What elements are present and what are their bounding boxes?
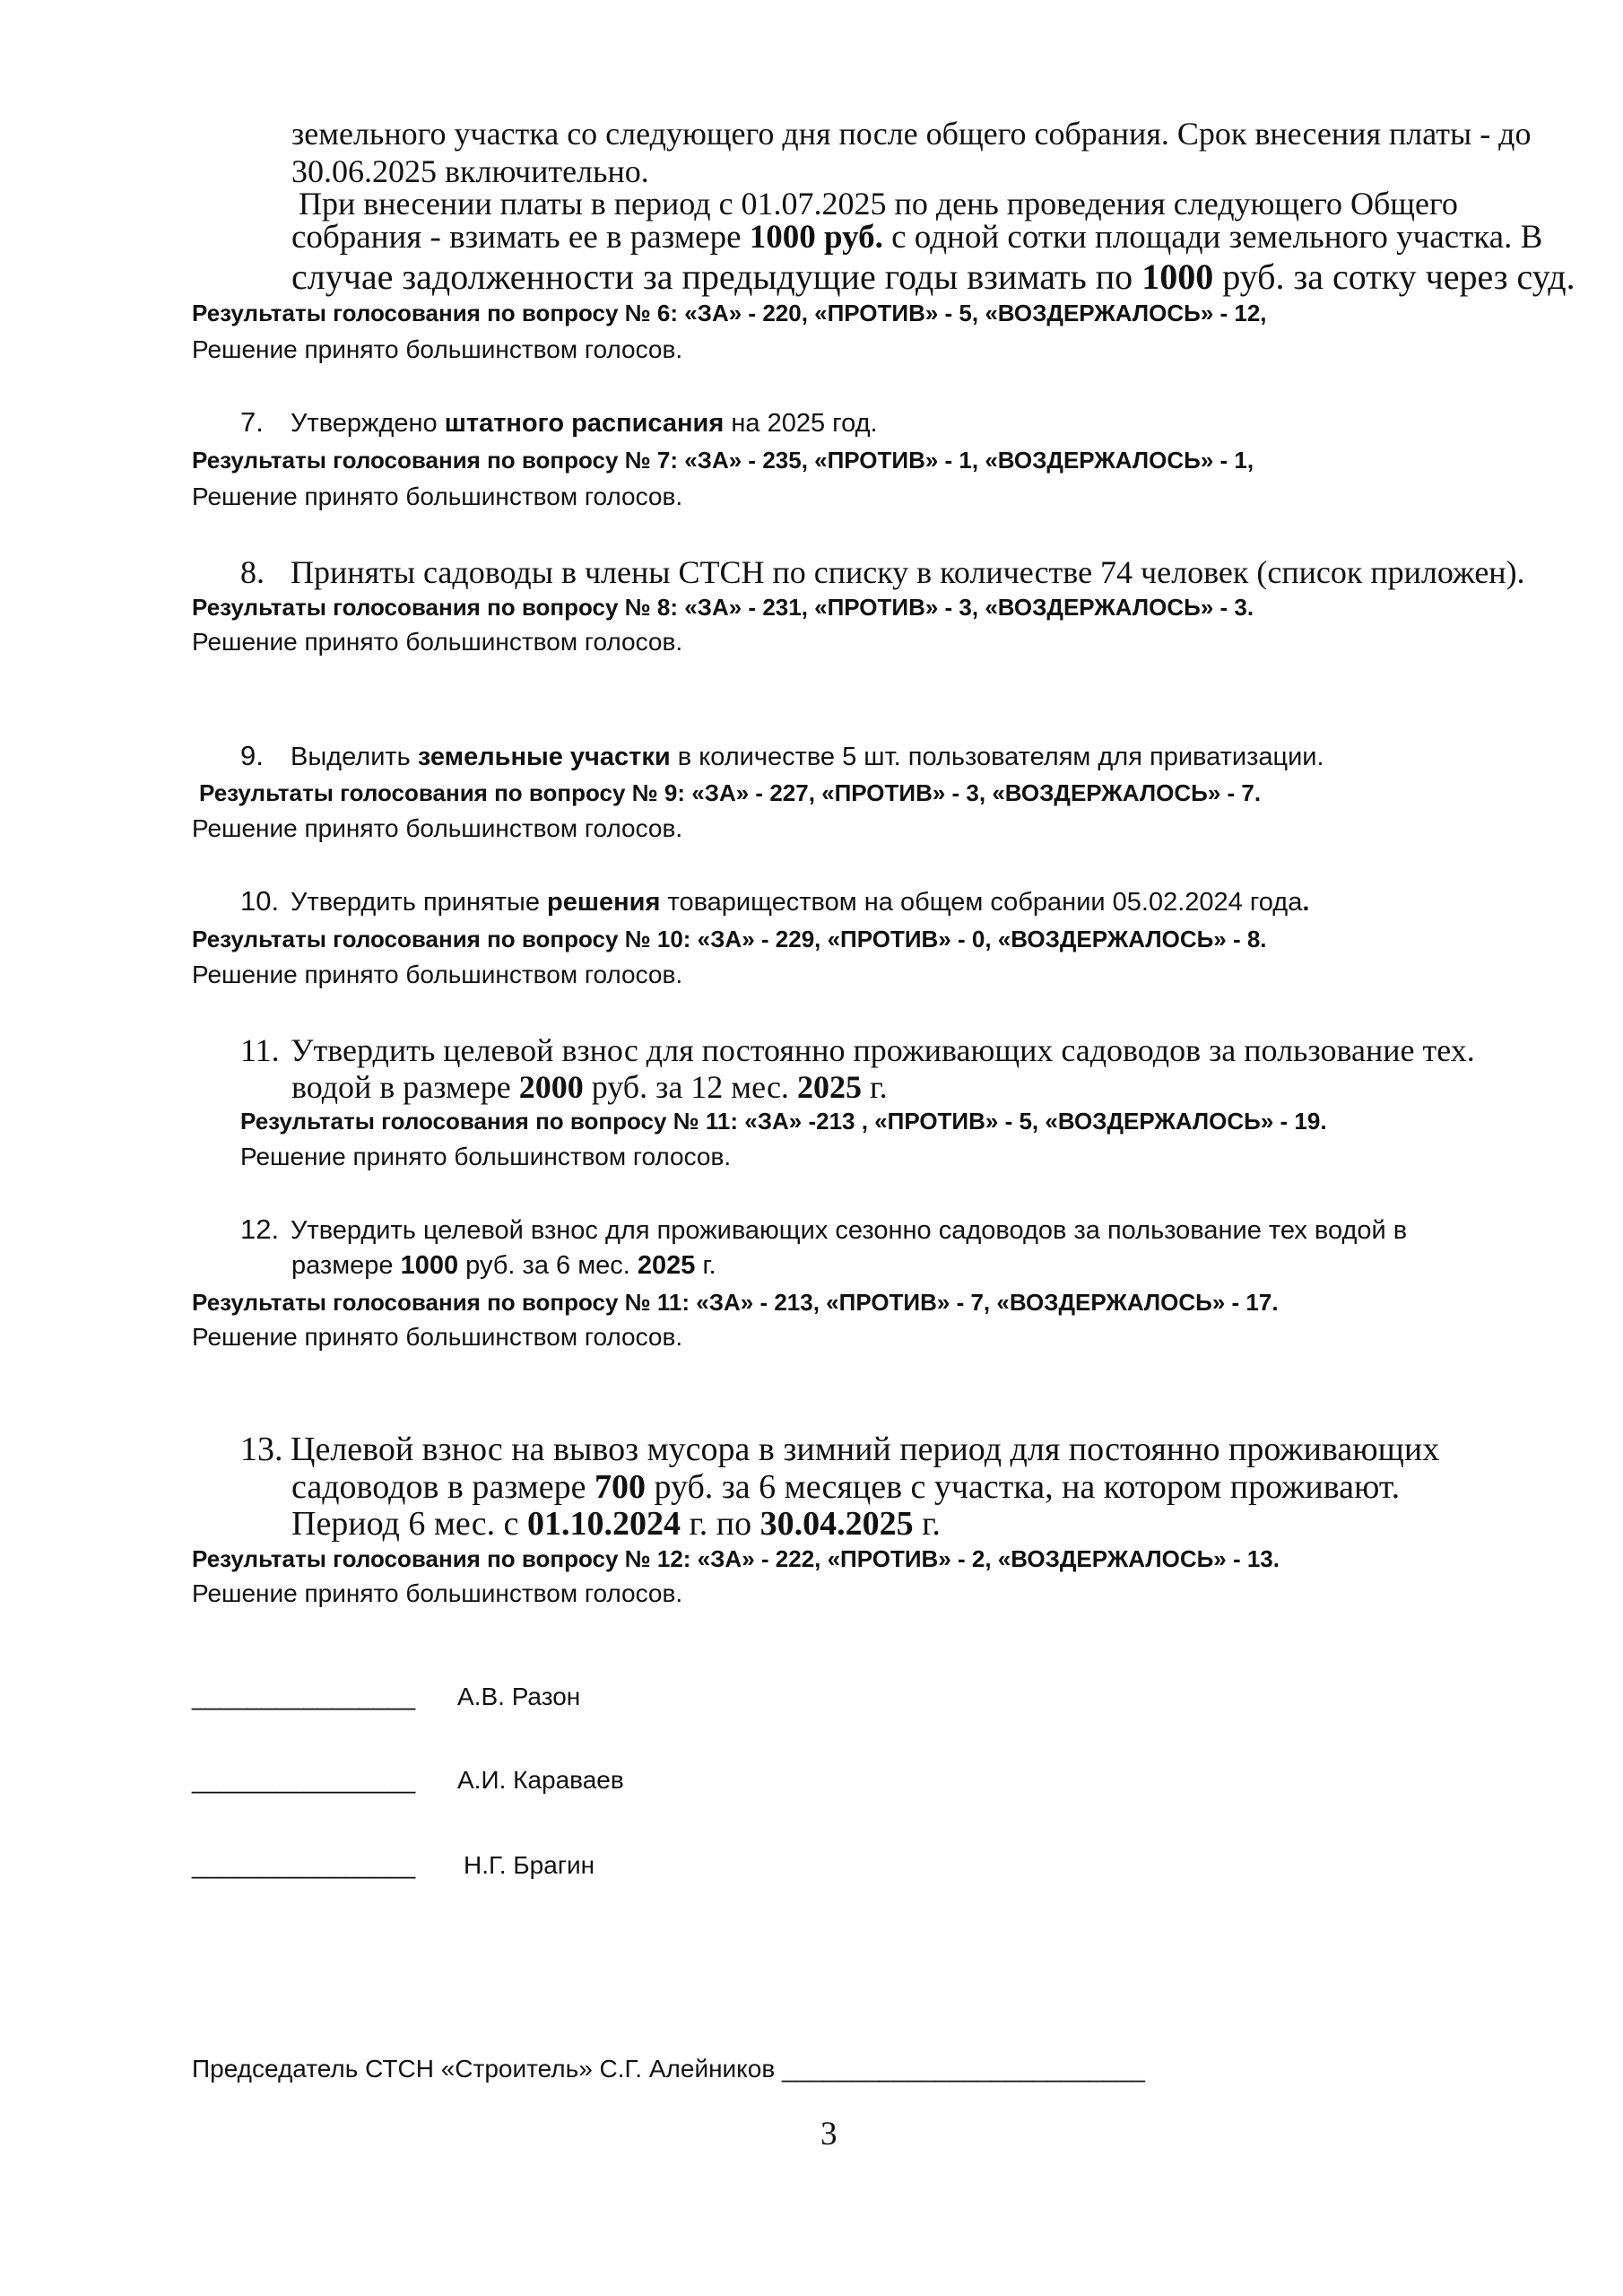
signatory-name-3: Н.Г. Брагин	[464, 1851, 595, 1879]
q8-item: 8. Приняты садоводы в члены СТСН по списку в количестве 74 человек (список приложен).	[240, 554, 1525, 590]
item5-line-4: собрания - взимать ее в размере 1000 руб. с одной сотки площади земельного участка. В	[291, 219, 1543, 256]
q8-decision: Решение принято большинством голосов.	[192, 628, 683, 656]
q7-result: Результаты голосования по вопросу № 7: «ЗА» - 235, «ПРОТИВ» - 1, «ВОЗДЕРЖАЛОСЬ» - 1,	[192, 447, 1254, 474]
q13-decision: Решение принято большинством голосов.	[192, 1579, 683, 1607]
q12-item-line-2: размере 1000 руб. за 6 мес. 2025 г.	[291, 1251, 716, 1280]
signatory-name-2: А.И. Караваев	[457, 1766, 624, 1794]
q8-number: 8.	[240, 554, 265, 590]
item5-line-2: 30.06.2025 включительно.	[291, 153, 649, 189]
q12-result: Результаты голосования по вопросу № 11: «ЗА» - 213, «ПРОТИВ» - 7, «ВОЗДЕРЖАЛОСЬ» - 17.	[192, 1289, 1279, 1316]
q12-item-line-1: 12. Утвердить целевой взнос для проживающих сезонно садоводов за пользование тех водой в	[240, 1213, 1408, 1245]
item5-line-3: При внесении платы в период с 01.07.2025 по день проведения следующего Общего	[299, 186, 1458, 222]
q13-item-line-1: 13. Целевой взнос на вывоз мусора в зимний период для постоянно проживающих	[240, 1431, 1440, 1468]
q12-decision: Решение принято большинством голосов.	[192, 1323, 683, 1351]
chairman-text: Председатель СТСН «Строитель» С.Г. Алейников	[192, 2055, 782, 2083]
q11-item-line-2: водой в размере 2000 руб. за 12 мес. 2025 г.	[291, 1069, 888, 1105]
q13-result: Результаты голосования по вопросу № 12: «ЗА» - 222, «ПРОТИВ» - 2, «ВОЗДЕРЖАЛОСЬ» - 13.	[192, 1545, 1280, 1572]
q9-item: 9. Выделить земельные участки в количестве 5 шт. пользователям для приватизации.	[240, 740, 1324, 771]
q10-decision: Решение принято большинством голосов.	[192, 961, 683, 988]
q11-result: Результаты голосования по вопросу № 11: «ЗА» -213 , «ПРОТИВ» - 5, «ВОЗДЕРЖАЛОСЬ» - 19.	[240, 1108, 1327, 1135]
q6-decision: Решение принято большинством голосов.	[192, 335, 683, 363]
signature-line-3: ________________	[192, 1851, 416, 1879]
q7-decision: Решение принято большинством голосов.	[192, 483, 683, 510]
signatory-name-1: А.В. Разон	[457, 1683, 581, 1710]
q6-result: Результаты голосования по вопросу № 6: «ЗА» - 220, «ПРОТИВ» - 5, «ВОЗДЕРЖАЛОСЬ» - 12,	[192, 300, 1267, 326]
chairman-signature	[192, 2055, 1145, 2083]
q7-number: 7.	[240, 406, 264, 438]
q10-item: 10. Утвердить принятые решения товариществом на общем собрании 05.02.2024 года.	[240, 885, 1310, 917]
q11-decision: Решение принято большинством голосов.	[240, 1143, 732, 1170]
q13-item-line-2: садоводов в размере 700 руб. за 6 месяцев с участка, на котором проживают.	[291, 1468, 1401, 1506]
q10-result: Результаты голосования по вопросу № 10: «ЗА» - 229, «ПРОТИВ» - 0, «ВОЗДЕРЖАЛОСЬ» - 8.	[192, 926, 1267, 952]
q11-number: 11.	[240, 1032, 280, 1068]
q13-item-line-3: Период 6 мес. с 01.10.2024 г. по 30.04.2025 г.	[291, 1505, 941, 1543]
q13-number: 13.	[240, 1431, 283, 1468]
signature-line-2: ________________	[192, 1766, 416, 1794]
q9-decision: Решение принято большинством голосов.	[192, 814, 683, 842]
q12-number: 12.	[240, 1213, 280, 1245]
q7-item: 7. Утверждено штатного расписания на 2025 год.	[240, 406, 878, 438]
q11-item-line-1: 11. Утвердить целевой взнос для постоянно проживающих садоводов за пользование тех.	[240, 1032, 1475, 1068]
q10-number: 10.	[240, 885, 280, 917]
chairman-signature-line: __________________________	[781, 2055, 1145, 2083]
q9-result: Результаты голосования по вопросу № 9: «ЗА» - 227, «ПРОТИВ» - 3, «ВОЗДЕРЖАЛОСЬ» - 7.	[199, 779, 1262, 806]
q9-number: 9.	[240, 740, 264, 771]
item5-line-1: земельного участка со следующего дня после общего собрания. Срок внесения платы - до	[291, 116, 1532, 152]
signature-line-1: ________________	[192, 1683, 416, 1710]
item5-line-5: случае задолженности за предыдущие годы взимать по 1000 руб. за сотку через суд.	[291, 257, 1575, 297]
page-number: 3	[820, 2116, 838, 2152]
q8-result: Результаты голосования по вопросу № 8: «ЗА» - 231, «ПРОТИВ» - 3, «ВОЗДЕРЖАЛОСЬ» - 3.	[192, 594, 1254, 621]
